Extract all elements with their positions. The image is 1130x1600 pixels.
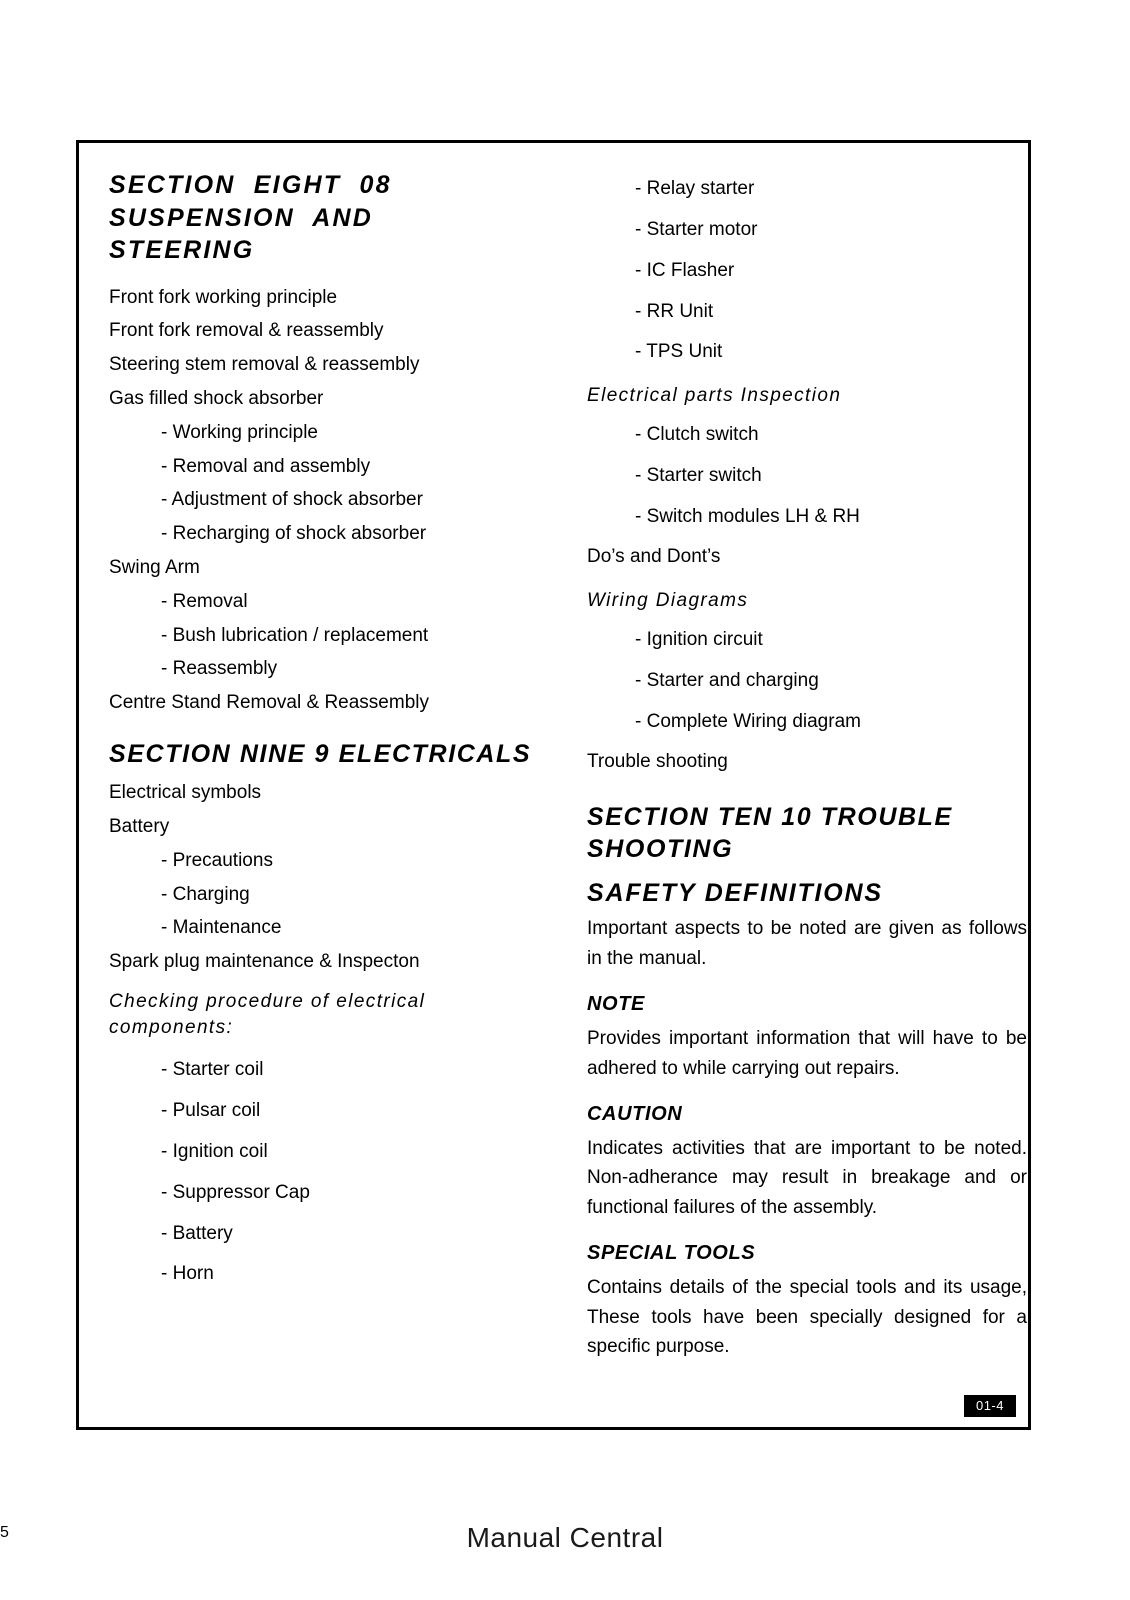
toc-entry: - Reassembly: [161, 658, 278, 680]
caution-heading: CAUTION: [587, 1103, 683, 1125]
safety-intro-text: Important aspects to be noted are given as follows in the manual.: [587, 918, 1027, 969]
checking-procedure-title: [109, 989, 549, 1040]
toc-entry: - Maintenance: [161, 917, 282, 939]
section-nine-heading-line-1: SECTION NINE 9: [109, 740, 331, 769]
toc-entry: Battery: [109, 815, 170, 837]
toc-entry: - IC Flasher: [635, 259, 735, 281]
toc-entry: - Recharging of shock absorber: [161, 523, 427, 545]
page-number-badge: 01-4: [964, 1395, 1016, 1417]
section-eight-heading: [109, 169, 549, 267]
special-tools-heading: SPECIAL TOOLS: [587, 1242, 756, 1265]
toc-entry: Gas filled shock absorber: [109, 387, 324, 409]
page-columns: [79, 143, 1028, 1427]
section-ten-heading-line-1: SECTION TEN 10: [587, 803, 813, 832]
section-nine-heading-line-2: ELECTRICALS: [338, 740, 532, 769]
toc-entry: - Relay starter: [635, 178, 755, 199]
toc-entry: - RR Unit: [635, 300, 714, 322]
folio-number: 5: [0, 1524, 9, 1541]
toc-entry: Centre Stand Removal & Reassembly: [109, 692, 429, 714]
toc-entry: - Horn: [161, 1263, 214, 1285]
section-nine-heading: [109, 738, 549, 770]
document-page: [76, 140, 1031, 1430]
left-column: [109, 169, 549, 1397]
toc-entry: - Pulsar coil: [161, 1100, 261, 1122]
toc-entry: - Switch modules LH & RH: [635, 505, 860, 527]
toc-entry: Steering stem removal & reassembly: [109, 354, 420, 376]
toc-entry: - TPS Unit: [635, 341, 723, 363]
watermark-area: [0, 1524, 1130, 1584]
toc-entry: - Ignition coil: [161, 1140, 268, 1162]
toc-entry: - Complete Wiring diagram: [635, 710, 861, 732]
toc-entry: - Working principle: [161, 421, 318, 443]
toc-entry: - Starter motor: [635, 218, 758, 240]
toc-entry: - Adjustment of shock absorber: [161, 489, 423, 511]
toc-entry: - Charging: [161, 883, 250, 905]
note-text: Provides important information that will have to be adhered to while carrying out repairs.: [587, 1028, 1027, 1079]
checking-procedure-title-line-2: components:: [109, 1016, 234, 1038]
right-column: [587, 169, 1027, 1397]
note-heading: NOTE: [587, 993, 645, 1016]
toc-entry: - Starter coil: [161, 1059, 264, 1081]
section-eight-heading-line-1: SECTION EIGHT 08: [109, 171, 392, 199]
toc-entry: - Clutch switch: [635, 423, 759, 445]
toc-entry: Front fork working principle: [109, 286, 338, 308]
toc-entry: Swing Arm: [109, 557, 200, 578]
safety-definitions-heading: SAFETY DEFINITIONS: [587, 879, 883, 908]
watermark-text: Manual Central: [466, 1522, 664, 1553]
toc-entry: - Starter switch: [635, 464, 762, 486]
checking-procedure-title-line-1: Checking procedure of electrical: [109, 990, 426, 1012]
toc-entry: - Suppressor Cap: [161, 1181, 310, 1203]
toc-entry: - Ignition circuit: [635, 628, 763, 650]
toc-entry: - Battery: [161, 1222, 233, 1244]
toc-entry: Front fork removal & reassembly: [109, 320, 384, 342]
toc-entry: Do’s and Dont’s: [587, 546, 721, 568]
section-eight-heading-line-3: STEERING: [109, 236, 255, 264]
section-ten-heading-line-2: TROUBLE SHOOTING: [587, 803, 953, 864]
toc-entry: - Starter and charging: [635, 669, 819, 691]
toc-entry: - Removal: [161, 590, 248, 612]
wiring-diagrams-title: Wiring Diagrams: [587, 590, 749, 612]
toc-entry: - Bush lubrication / replacement: [161, 624, 429, 646]
toc-entry: - Precautions: [161, 849, 273, 871]
special-tools-text: Contains details of the special tools and its usage, These tools have been specially designed for a specific purpose.: [587, 1277, 1027, 1358]
toc-entry: - Removal and assembly: [161, 455, 371, 477]
section-ten-heading: [587, 801, 1027, 865]
caution-text: Indicates activities that are important to be noted. Non-adherance may result in breakage and or functional failures of the assembly.: [587, 1138, 1027, 1218]
toc-entry: Spark plug maintenance & Inspecton: [109, 951, 420, 973]
section-eight-heading-line-2: SUSPENSION AND: [109, 203, 374, 232]
electrical-parts-inspection-title: Electrical parts Inspection: [587, 385, 842, 407]
toc-entry: Trouble shooting: [587, 751, 728, 773]
toc-entry: Electrical symbols: [109, 782, 262, 804]
